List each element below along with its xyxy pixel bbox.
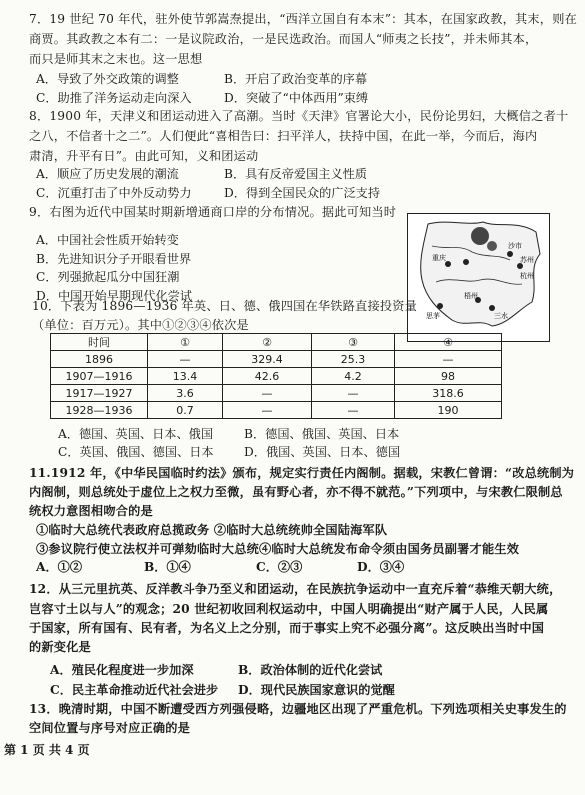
table-row	[51, 351, 502, 368]
q7-line-3: 而只是师其末之末也。这一思想	[29, 52, 203, 66]
q10-option-b: B．德国、俄国、英国、日本	[244, 427, 400, 441]
q11-option-b: B．①④	[144, 560, 191, 574]
page-footer	[4, 741, 90, 758]
q10-option-c: C．英国、俄国、德国、日本	[58, 445, 214, 459]
q13-line-1: 13．晚清时期，中国不断遭受西方列强侵略，边疆地区出现了严重危机。下列选项相关史事发生的	[29, 702, 567, 716]
q13-line-2: 空间位置与序号对应正确的是	[29, 721, 191, 735]
treaty-ports-map	[407, 213, 550, 342]
q11-option-a: A．①②	[36, 560, 83, 574]
q10-option-d: D．俄国、英国、日本、德国	[244, 445, 401, 459]
q8-option-b: B．具有反帝爱国主义性质	[224, 167, 368, 181]
map-label-suzhou: 苏州	[520, 256, 534, 264]
table-cell: 4.2	[312, 368, 395, 385]
table-cell: —	[148, 351, 223, 368]
table-cell: 1896	[51, 351, 148, 368]
table-cell: —	[395, 351, 502, 368]
table-cell: 98	[395, 368, 502, 385]
q7-line-1: 7．19 世纪 70 年代，驻外使节郭嵩焘提出，“西洋立国自有本末”：其本，在国家政教，其末，则在	[29, 12, 577, 26]
table-cell: 190	[395, 402, 502, 419]
map-label-simao: 思茅	[426, 312, 440, 320]
table-cell: —	[312, 385, 395, 402]
table-header-cell: ③	[312, 334, 395, 351]
railway-investment-table	[50, 333, 502, 419]
table-header-cell: 时间	[51, 334, 148, 351]
table-cell: 42.6	[223, 368, 312, 385]
table-cell: 329.4	[223, 351, 312, 368]
q9-line-1: 9．右图为近代中国某时期新增通商口岸的分布情况。据此可知当时	[29, 205, 397, 219]
q9-option-b: B．先进知识分子开眼看世界	[36, 252, 192, 266]
q11-line-3: 统权力意图相吻合的是	[29, 504, 153, 518]
table-cell: 318.6	[395, 385, 502, 402]
q12-option-d: D．现代民族国家意识的觉醒	[238, 683, 395, 697]
page-number: 第 1 页 共 4 页	[4, 743, 90, 757]
table-cell: 1907—1916	[51, 368, 148, 385]
table-header-cell: ④	[395, 334, 502, 351]
table-cell: 25.3	[312, 351, 395, 368]
map-label-hangzhou: 杭州	[520, 272, 534, 280]
q9-option-c: C．列强掀起瓜分中国狂潮	[36, 270, 180, 284]
q10-line-2: （单位：百万元）。其中①②③④依次是	[32, 318, 249, 332]
q12-option-c: C．民主革命推动近代社会进步	[50, 683, 219, 697]
map-label-wuzhou: 梧州	[464, 292, 478, 300]
q12-line-3: 于国家，所有国有、民有者，为名义上之分别，而于事实上究不必强分离”。这反映出当时中国	[29, 621, 545, 635]
table-cell: 13.4	[148, 368, 223, 385]
q11-line-5: ③参议院行使立法权并可弹劾临时大总统④临时大总统发布命令须由国务员副署才能生效	[36, 542, 520, 556]
q8-line-1: 8．1900 年，天津义和团运动进入了高潮。当时《天津》官署论大小，民份论男妇，大概信之者十	[29, 109, 569, 123]
q8-line-3: 肃清，升平有日”。由此可知，义和团运动	[29, 149, 259, 163]
q7-option-b: B．开启了政治变革的序幕	[224, 72, 368, 86]
q11-option-d: D．③④	[357, 560, 405, 574]
q7-option-a: A．导致了外交政策的调整	[36, 72, 179, 86]
q11-line-2: 内阁制，则总统处于虚位上之权力至微，虽有野心者，亦不得不就范。”下列项中，与宋教仁限制总	[29, 485, 563, 499]
table-row	[51, 368, 502, 385]
q9-option-d: D．中国开始早期现代化尝试	[36, 289, 193, 303]
q7-option-d: D．突破了“中体西用”束缚	[224, 91, 369, 105]
q12-line-2: 岂容寸土以与人”的观念；20 世纪初收回利权运动中，中国人明确提出“财产属于人民，人民属	[29, 602, 549, 616]
q12-option-a: A．殖民化程度进一步加深	[50, 663, 194, 677]
map-label-sanshui: 三水	[494, 312, 508, 320]
q11-line-4: ①临时大总统代表政府总揽政务 ②临时大总统统帅全国陆海军队	[36, 523, 388, 537]
table-header-row	[51, 334, 502, 351]
q8-line-2: 之八，不信者十之二”。人们便此“喜相告曰：扫平洋人，扶持中国，在此一举，今而后，海内	[29, 129, 538, 143]
q11-line-1: 11.1912 年，《中华民国临时约法》颁布，规定实行责任内阁制。据载，宋教仁曾谓：“改总统制为	[29, 466, 575, 480]
map-label-chongqing: 重庆	[432, 254, 446, 262]
china-map-figure	[408, 214, 549, 341]
table-cell: 0.7	[148, 402, 223, 419]
q11-option-c: C．②③	[256, 560, 303, 574]
table-cell: 3.6	[148, 385, 223, 402]
q8-option-d: D．得到全国民众的广泛支持	[224, 186, 381, 200]
q12-line-4: 的新变化是	[29, 640, 91, 654]
table-cell: 1917—1927	[51, 385, 148, 402]
q12-option-b: B．政治体制的近代化尝试	[238, 663, 383, 677]
table-header-cell: ①	[148, 334, 223, 351]
q10-option-a: A．德国、英国、日本、俄国	[58, 427, 214, 441]
q12-line-1: 12．从三元里抗英、反洋教斗争乃至义和团运动，在民族抗争运动中一直充斥着“恭维天朝大统，	[29, 582, 562, 596]
q7-line-2: 商贾。其政教之本有二：一是议院政治，一是民选政治。而国人“师夷之长技”，并未师其本，	[29, 32, 538, 46]
q7-option-c: C．助推了洋务运动走向深入	[36, 91, 192, 105]
table-cell: —	[223, 402, 312, 419]
table-row	[51, 385, 502, 402]
table-cell: —	[312, 402, 395, 419]
table-cell: 1928—1936	[51, 402, 148, 419]
table-cell: —	[223, 385, 312, 402]
q9-option-a: A．中国社会性质开始转变	[36, 233, 179, 247]
q8-option-c: C．沉重打击了中外反动势力	[36, 186, 192, 200]
table-header-cell: ②	[223, 334, 312, 351]
q8-option-a: A．顺应了历史发展的潮流	[36, 167, 179, 181]
q10-line-1: 10．下表为 1896—1936 年英、日、德、俄四国在华铁路直接投资量	[32, 299, 417, 313]
table-row	[51, 402, 502, 419]
map-label-shashi: 沙市	[508, 242, 522, 250]
